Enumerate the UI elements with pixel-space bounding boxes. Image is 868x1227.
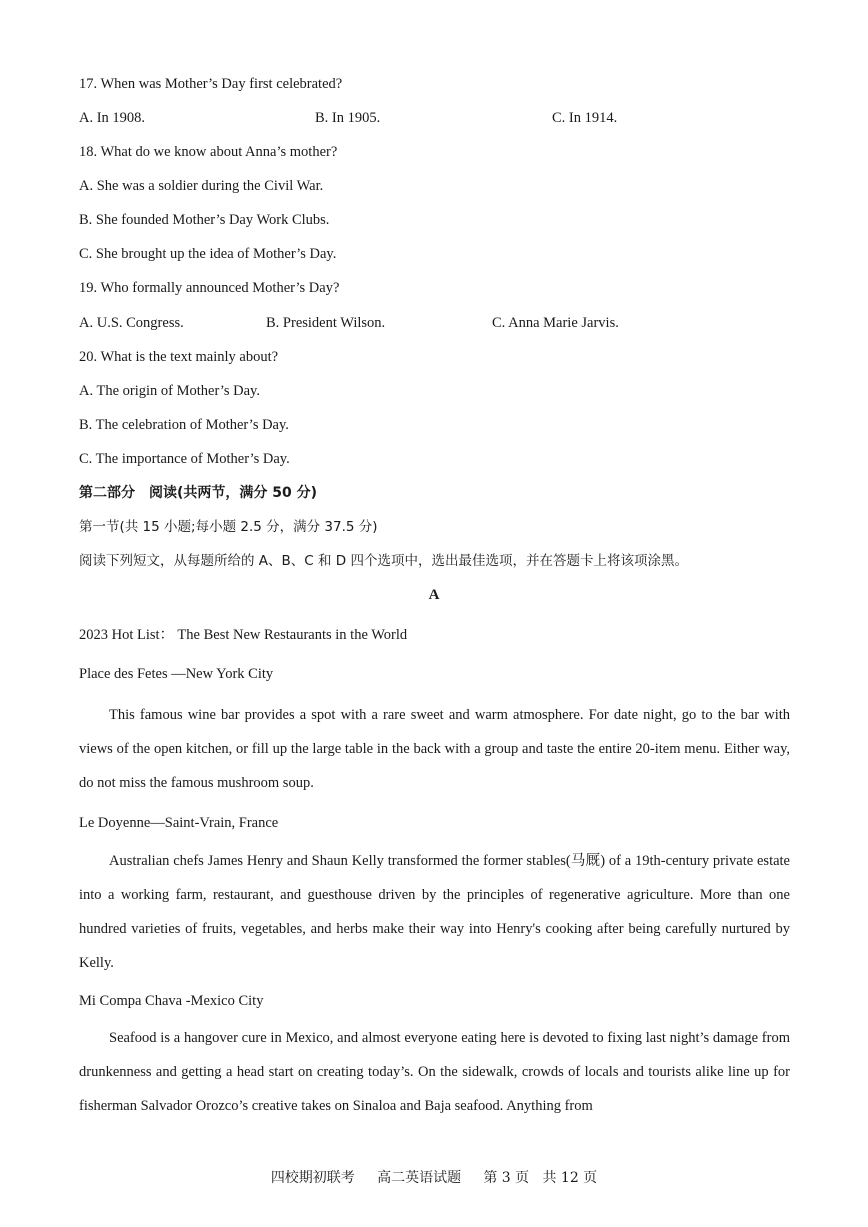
question-20-stem: 20. What is the text mainly about? <box>79 349 279 365</box>
question-18-stem: 18. What do we know about Anna’s mother? <box>79 144 338 160</box>
question-20-option-a: A. The origin of Mother’s Day. <box>79 383 260 399</box>
restaurant-1-name: Place des Fetes —New York City <box>79 666 274 682</box>
passage-heading: 2023 Hot List： The Best New Restaurants in the World <box>79 627 408 643</box>
restaurant-1-text: This famous wine bar provides a spot with a rare sweet and warm atmosphere. For date night, go to the bar with views of the open kitchen, or fill up the large table in the back with a group and taste the entire 20-item menu. Either way, do not miss the famous mushroom soup. <box>79 707 790 791</box>
question-17-stem: 17. When was Mother’s Day first celebrated? <box>79 76 343 92</box>
question-17-option-c: C. In 1914. <box>552 110 618 126</box>
restaurant-1-description <box>79 698 790 800</box>
section-instruction: 阅读下列短文，从每题所给的 A、B、C 和 D 四个选项中，选出最佳选项，并在答题卡上将该项涂黑。 <box>79 553 688 569</box>
question-18-option-b: B. She founded Mother’s Day Work Clubs. <box>79 212 330 228</box>
question-18-option-a: A. She was a soldier during the Civil War. <box>79 178 324 194</box>
question-19-option-a: A. U.S. Congress. <box>79 315 184 331</box>
restaurant-3-name: Mi Compa Chava -Mexico City <box>79 993 264 1009</box>
question-20-option-b: B. The celebration of Mother’s Day. <box>79 417 289 433</box>
question-19-option-c: C. Anna Marie Jarvis. <box>492 315 619 331</box>
section-title: 第二部分 阅读(共两节，满分 50 分) <box>79 485 318 501</box>
question-19-stem: 19. Who formally announced Mother’s Day? <box>79 280 340 296</box>
restaurant-2-name: Le Doyenne—Saint-Vrain, France <box>79 815 279 831</box>
restaurant-2-text: Australian chefs James Henry and Shaun Kelly transformed the former stables(马厩) of a 19th-century private estate into a working farm, restaurant, and guesthouse driven by the principles of regenerative agriculture. More than one hundred varieties of fruits, vegetables, and herbs make their way into Henry's cooking after being carefully nurtured by Kelly. <box>79 853 790 971</box>
question-17-option-b: B. In 1905. <box>315 110 381 126</box>
question-17-option-a: A. In 1908. <box>79 110 146 126</box>
restaurant-3-text: Seafood is a hangover cure in Mexico, and almost everyone eating here is devoted to fixing last night’s damage from drunkenness and getting a head start on creating today’s. On the sidewalk, crowds of locals and tourists alike line up for fisherman Salvador Orozco’s creative takes on Sinaloa and Baja seafood. Anything from <box>79 1030 790 1114</box>
passage-label: A <box>428 587 440 603</box>
page-footer: 四校期初联考 高二英语试题 第 3 页 共 12 页 <box>270 1170 598 1186</box>
question-19-option-b: B. President Wilson. <box>266 315 386 331</box>
section-subtitle: 第一节(共 15 小题;每小题 2.5 分，满分 37.5 分) <box>79 519 378 535</box>
question-18-option-c: C. She brought up the idea of Mother’s Day. <box>79 246 337 262</box>
question-20-option-c: C. The importance of Mother’s Day. <box>79 451 290 467</box>
restaurant-3-description <box>79 1021 790 1123</box>
restaurant-2-description <box>79 844 790 980</box>
